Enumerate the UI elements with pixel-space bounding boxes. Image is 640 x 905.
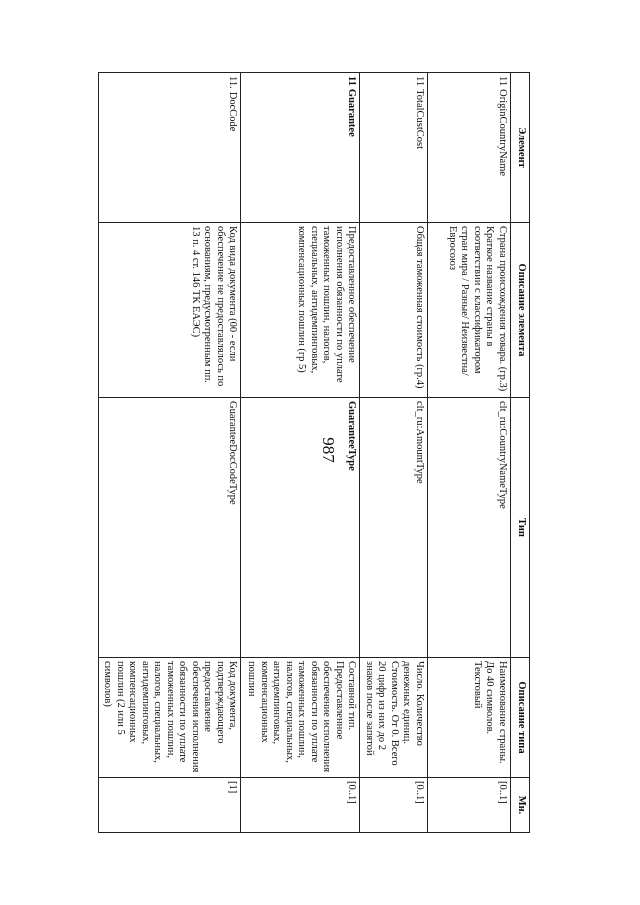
element-cell [99,73,242,223]
table-row [99,73,242,833]
element-description: Страна происхождения товара. (гр.3) Краткое название страны в соответствии с классификатором стран мира / Разные/ Неизвестна/ Евросоюз [428,223,511,398]
page-number: 987 [319,437,338,463]
element-description: Общая таможенная стоимость (гр.4) [360,223,428,398]
element-cell [428,73,511,223]
type-cell: GuaranteeDocCodeType [99,398,242,658]
type-description: Составной тип. Предоставленное обеспечение исполнения обязанности по уплате таможенных пошлин, налогов, специальных, антидемпинговых, компенсационных пошлин [241,658,360,778]
header-element: Элемент [511,73,530,223]
multiplicity: [0..1] [428,778,511,833]
type-cell: clt_ru:AmountType [360,398,428,658]
table-row [360,73,428,833]
header-element-description: Описание элемента [511,223,530,398]
element-name: TotalCustCost [414,89,425,150]
row-number: 11 [346,76,358,86]
element-cell [360,73,428,223]
multiplicity: [0..1] [360,778,428,833]
elements-table [98,72,530,833]
multiplicity: [0..1] [241,778,360,833]
type-description: Наименование страны. До 40 символов. Текстовый [428,658,511,778]
table-row [428,73,511,833]
header-multiplicity: Мн. [511,778,530,833]
type-cell: clt_ru:CountryNameType [428,398,511,658]
row-number: 11 [414,76,425,87]
element-description: Код вида документа (00 - если обеспечение не предоставлялось по основаниям, предусмотренным пп. 13 п. 4 ст. 146 ТК ЕАЭС) [99,223,242,398]
row-number: 11 [497,76,508,87]
table-header-row [511,73,530,833]
type-description: Число. Количество денежных единиц. Стоимость. От 0. Всего 20 цифр из них до 2 знаков после запятой [360,658,428,778]
header-type: Тип [511,398,530,658]
table-row [241,73,360,833]
header-type-description: Описание типа [511,658,530,778]
element-cell [241,73,360,223]
type-description: Код документа, подтверждающего предоставление обеспечения исполнения обязанности по уплате таможенных пошлин, налогов, специальных, антидемпинговых, компенсационных пошлин (2 или 5 символов) [99,658,242,778]
type-cell: GuaranteeType [241,398,360,658]
multiplicity: [1] [99,778,242,833]
rotated-table-container [102,72,530,832]
element-description: Предоставленное обеспечение исполнения обязанности по уплате таможенных пошлин, налогов, специальных, антидемпинговых, компенсационных пошлин (гр 5) [241,223,360,398]
element-name: Guarantee [346,88,358,137]
element-name: OriginCountryName [497,89,508,177]
row-number: 11. [227,76,239,89]
element-name: DocCode [227,91,239,132]
table-rotator [102,72,530,832]
